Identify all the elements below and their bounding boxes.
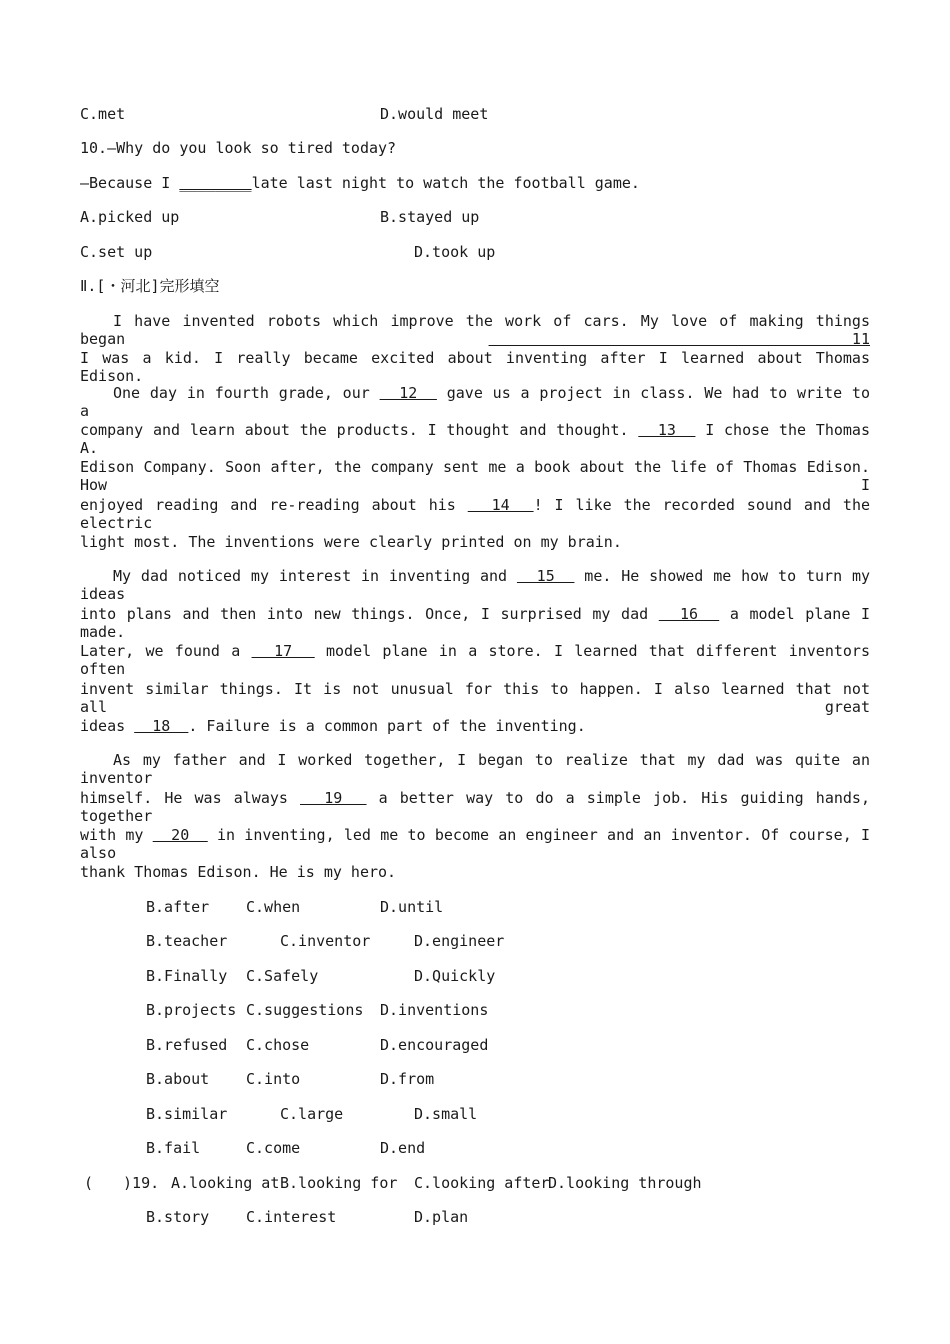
q10-question: 10.—Why do you look so tired today? — [80, 139, 397, 157]
option-d: D.small — [414, 1105, 478, 1123]
q10-answer-post: late last night to watch the football game. — [251, 174, 640, 192]
passage-text: in inventing, led me to become an engineer and an inventor. Of course, I also — [80, 826, 871, 862]
blank-15: 15 — [516, 567, 575, 585]
option-d: D.inventions — [380, 1001, 489, 1019]
option-d: D.end — [380, 1139, 426, 1157]
option-c: C.large — [280, 1105, 344, 1123]
blank-19: 19 — [300, 789, 367, 807]
option-b: B.refused — [146, 1036, 228, 1054]
passage-text: I have invented robots which improve the work of cars. My love of making things began — [80, 312, 870, 348]
q9-option-c: C.met — [80, 105, 126, 123]
q10-answer-line — [80, 174, 640, 192]
passage-text: I chose the Thomas A. — [80, 421, 870, 457]
blank-17: 17 — [251, 642, 315, 660]
option-c: C.Safely — [246, 967, 319, 985]
option-b: B.similar — [146, 1105, 228, 1123]
passage-text: me. He showed me how to turn my ideas — [80, 567, 871, 603]
passage-text: ideas — [80, 717, 135, 735]
passage-text: gave us a project in class. We had to write to a — [80, 384, 870, 420]
option-b: B.after — [146, 898, 210, 916]
passage-text: a better way to do a simple job. His guiding hands, together — [80, 789, 870, 825]
option-b: B.story — [146, 1208, 210, 1226]
option-d: D.looking through — [548, 1174, 702, 1192]
passage-p4-line2 — [80, 789, 870, 825]
passage-text: model plane in a store. I learned that different inventors often — [80, 642, 870, 678]
option-b: B.about — [146, 1070, 210, 1088]
passage-text: company and learn about the products. I thought and thought. — [80, 421, 639, 439]
blank-13: 13 — [638, 421, 696, 439]
option-c: C.chose — [246, 1036, 310, 1054]
option-b: B.Finally — [146, 967, 228, 985]
passage-p1-line1 — [80, 312, 870, 348]
passage-p3-line4: invent similar things. It is not unusual for this to happen. I also learned that not all great — [80, 680, 870, 716]
question-19-prefix: ( )19. — [84, 1174, 160, 1192]
section-title: Ⅱ.[・河北]完形填空 — [80, 277, 220, 295]
passage-text: ! I like the recorded sound and the electric — [80, 496, 871, 532]
passage-text: One day in fourth grade, our — [113, 384, 380, 402]
blank-16: 16 — [658, 605, 720, 623]
option-c: C.looking after — [414, 1174, 550, 1192]
option-c: C.inventor — [280, 932, 371, 950]
option-d: D.engineer — [414, 932, 505, 950]
option-c: C.when — [246, 898, 301, 916]
blank-20: 20 — [152, 826, 208, 844]
passage-text: enjoyed reading and re-reading about his — [80, 496, 468, 514]
option-a: A.looking at — [171, 1174, 280, 1192]
passage-p1-line2: I was a kid. I really became excited about inventing after I learned about Thomas Edison. — [80, 349, 870, 385]
q10-option-a: A.picked up — [80, 208, 180, 226]
option-d: D.from — [380, 1070, 435, 1088]
passage-text: My dad noticed my interest in inventing and — [113, 567, 517, 585]
passage-text: with my — [80, 826, 153, 844]
passage-p2-line2 — [80, 421, 870, 457]
passage-text: into plans and then into new things. Once, I surprised my dad — [80, 605, 659, 623]
option-c: C.interest — [246, 1208, 337, 1226]
passage-p2-line4 — [80, 496, 870, 532]
passage-p3-line5 — [80, 717, 586, 735]
passage-p2-line1 — [80, 384, 870, 420]
blank-11: 11 — [488, 330, 870, 348]
q10-option-c: C.set up — [80, 243, 153, 261]
option-d: D.plan — [414, 1208, 469, 1226]
option-c: C.into — [246, 1070, 301, 1088]
passage-text: . Failure is a common part of the inventing. — [188, 717, 586, 735]
passage-text: a model plane I made. — [80, 605, 870, 641]
passage-p3-line3 — [80, 642, 870, 678]
option-d: D.encouraged — [380, 1036, 489, 1054]
q10-answer-pre: —Because I — [80, 174, 180, 192]
passage-p2-line5: light most. The inventions were clearly printed on my brain. — [80, 533, 622, 551]
option-b: B.fail — [146, 1139, 201, 1157]
option-c: C.suggestions — [246, 1001, 364, 1019]
option-d: D.until — [380, 898, 444, 916]
passage-p2-line3: Edison Company. Soon after, the company sent me a book about the life of Thomas Edison. How I — [80, 458, 870, 494]
blank-18: 18 — [134, 717, 189, 735]
option-b: B.teacher — [146, 932, 228, 950]
option-b: B.looking for — [280, 1174, 398, 1192]
passage-p3-line1 — [80, 567, 870, 603]
option-b: B.projects — [146, 1001, 237, 1019]
passage-p4-line3 — [80, 826, 870, 862]
q9-option-d: D.would meet — [380, 105, 489, 123]
q10-option-b: B.stayed up — [380, 208, 480, 226]
q10-option-d: D.took up — [414, 243, 496, 261]
option-c: C.come — [246, 1139, 301, 1157]
option-d: D.Quickly — [414, 967, 496, 985]
passage-p4-line1: As my father and I worked together, I began to realize that my dad was quite an inventor — [80, 751, 870, 787]
passage-text: himself. He was always — [80, 789, 301, 807]
blank-14: 14 — [467, 496, 534, 514]
blank-12: 12 — [379, 384, 437, 402]
passage-text: Later, we found a — [80, 642, 252, 660]
passage-p4-line4: thank Thomas Edison. He is my hero. — [80, 863, 397, 881]
passage-p3-line2 — [80, 605, 870, 641]
q10-answer-blank: ________ — [179, 174, 252, 192]
